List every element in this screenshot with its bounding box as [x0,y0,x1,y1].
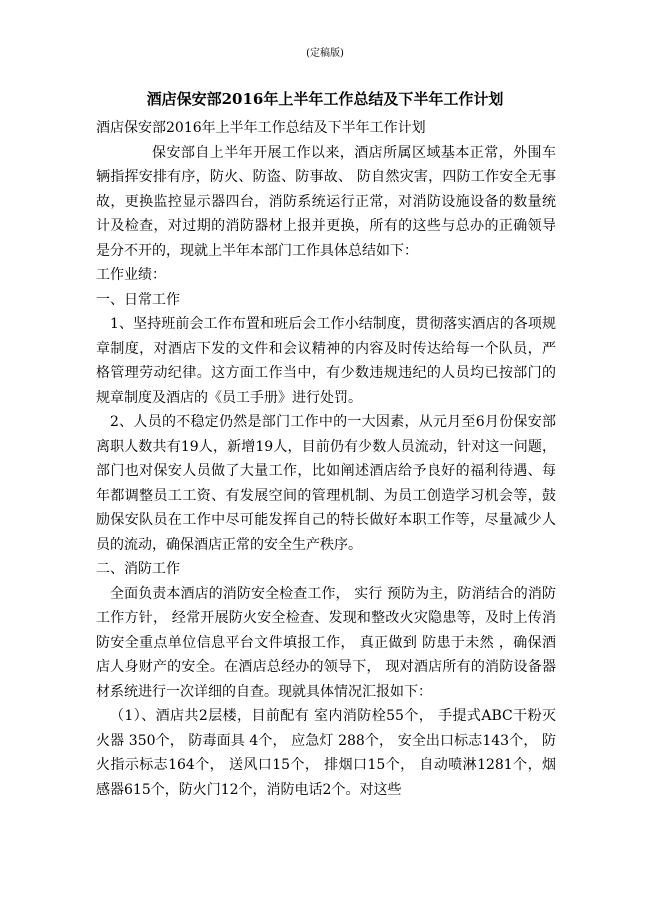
section2-heading: 二、消防工作 [96,561,180,577]
document-body [96,116,556,802]
intro-paragraph: 保安部自上半年开展工作以来，酒店所属区域基本正常，外围车辆指挥安排有序，防火、防盗、防事故、 防自然灾害，四防工作安全无事故，更换监控显示器四台，消防系统运行正常，对消防设施设备的数量统计及检查，对过期的消防器材上报并更换，所有的这些与总办的正确领导是分不开的，现就上半年本部门工作具体总结如下： [96,144,556,259]
section1-paragraph-1: 1、坚持班前会工作布置和班后会工作小结制度，贯彻落实酒店的各项规章制度，对酒店下发的文件和会议精神的内容及时传达给每一个队员，严格管理劳动纪律。这方面工作当中，有少数违规违纪的人员均已按部门的规章制度及酒店的《员工手册》进行处罚。 [96,316,556,406]
document-subtitle: 酒店保安部2016年上半年工作总结及下半年工作计划 [96,120,426,136]
document-title: 酒店保安部2016年上半年工作总结及下半年工作计划 [146,90,504,108]
draft-version-header: (定稿版) [306,48,344,59]
section2-paragraph-2: （1）、酒店共2层楼，目前配有 室内消防栓55个， 手提式ABC干粉灭火器 350个， 防毒面具 4个， 应急灯 288个， 安全出口标志143个， 防火指示标志164个， 送风口15个， 排烟口15个， 自动喷淋1281个，烟感器615个，防火门12个，消防电话2个。对这些 [96,708,556,798]
section1-heading: 一、日常工作 [96,291,180,308]
achievements-heading: 工作业绩： [96,267,166,283]
section2-paragraph-1: 全面负责本酒店的消防安全检查工作， 实行 预防为主，防消结合的消防工作方针， 经常开展防火安全检查、发现和整改火灾隐患等，及时上传消防安全重点单位信息平台文件填报工作， 真正做到 防患于未然 ，确保酒店人身财产的安全。在酒店总经办的领导下， 现对酒店所有的消防设备器材系统进行一次详细的自查。现就具体情况汇报如下： [96,585,556,700]
section1-paragraph-2: 2、人员的不稳定仍然是部门工作中的一大因素，从元月至6月份保安部离职人数共有19人，新增19人，目前仍有少数人员流动，针对这一问题，部门也对保安人员做了大量工作，比如阐述酒店给予良好的福利待遇、每年都调整员工工资、有发展空间的管理机制、为员工创造学习机会等，鼓励保安队员在工作中尽可能发挥自己的特长做好本职工作等，尽量减少人员的流动，确保酒店正常的安全生产秩序。 [96,414,556,553]
